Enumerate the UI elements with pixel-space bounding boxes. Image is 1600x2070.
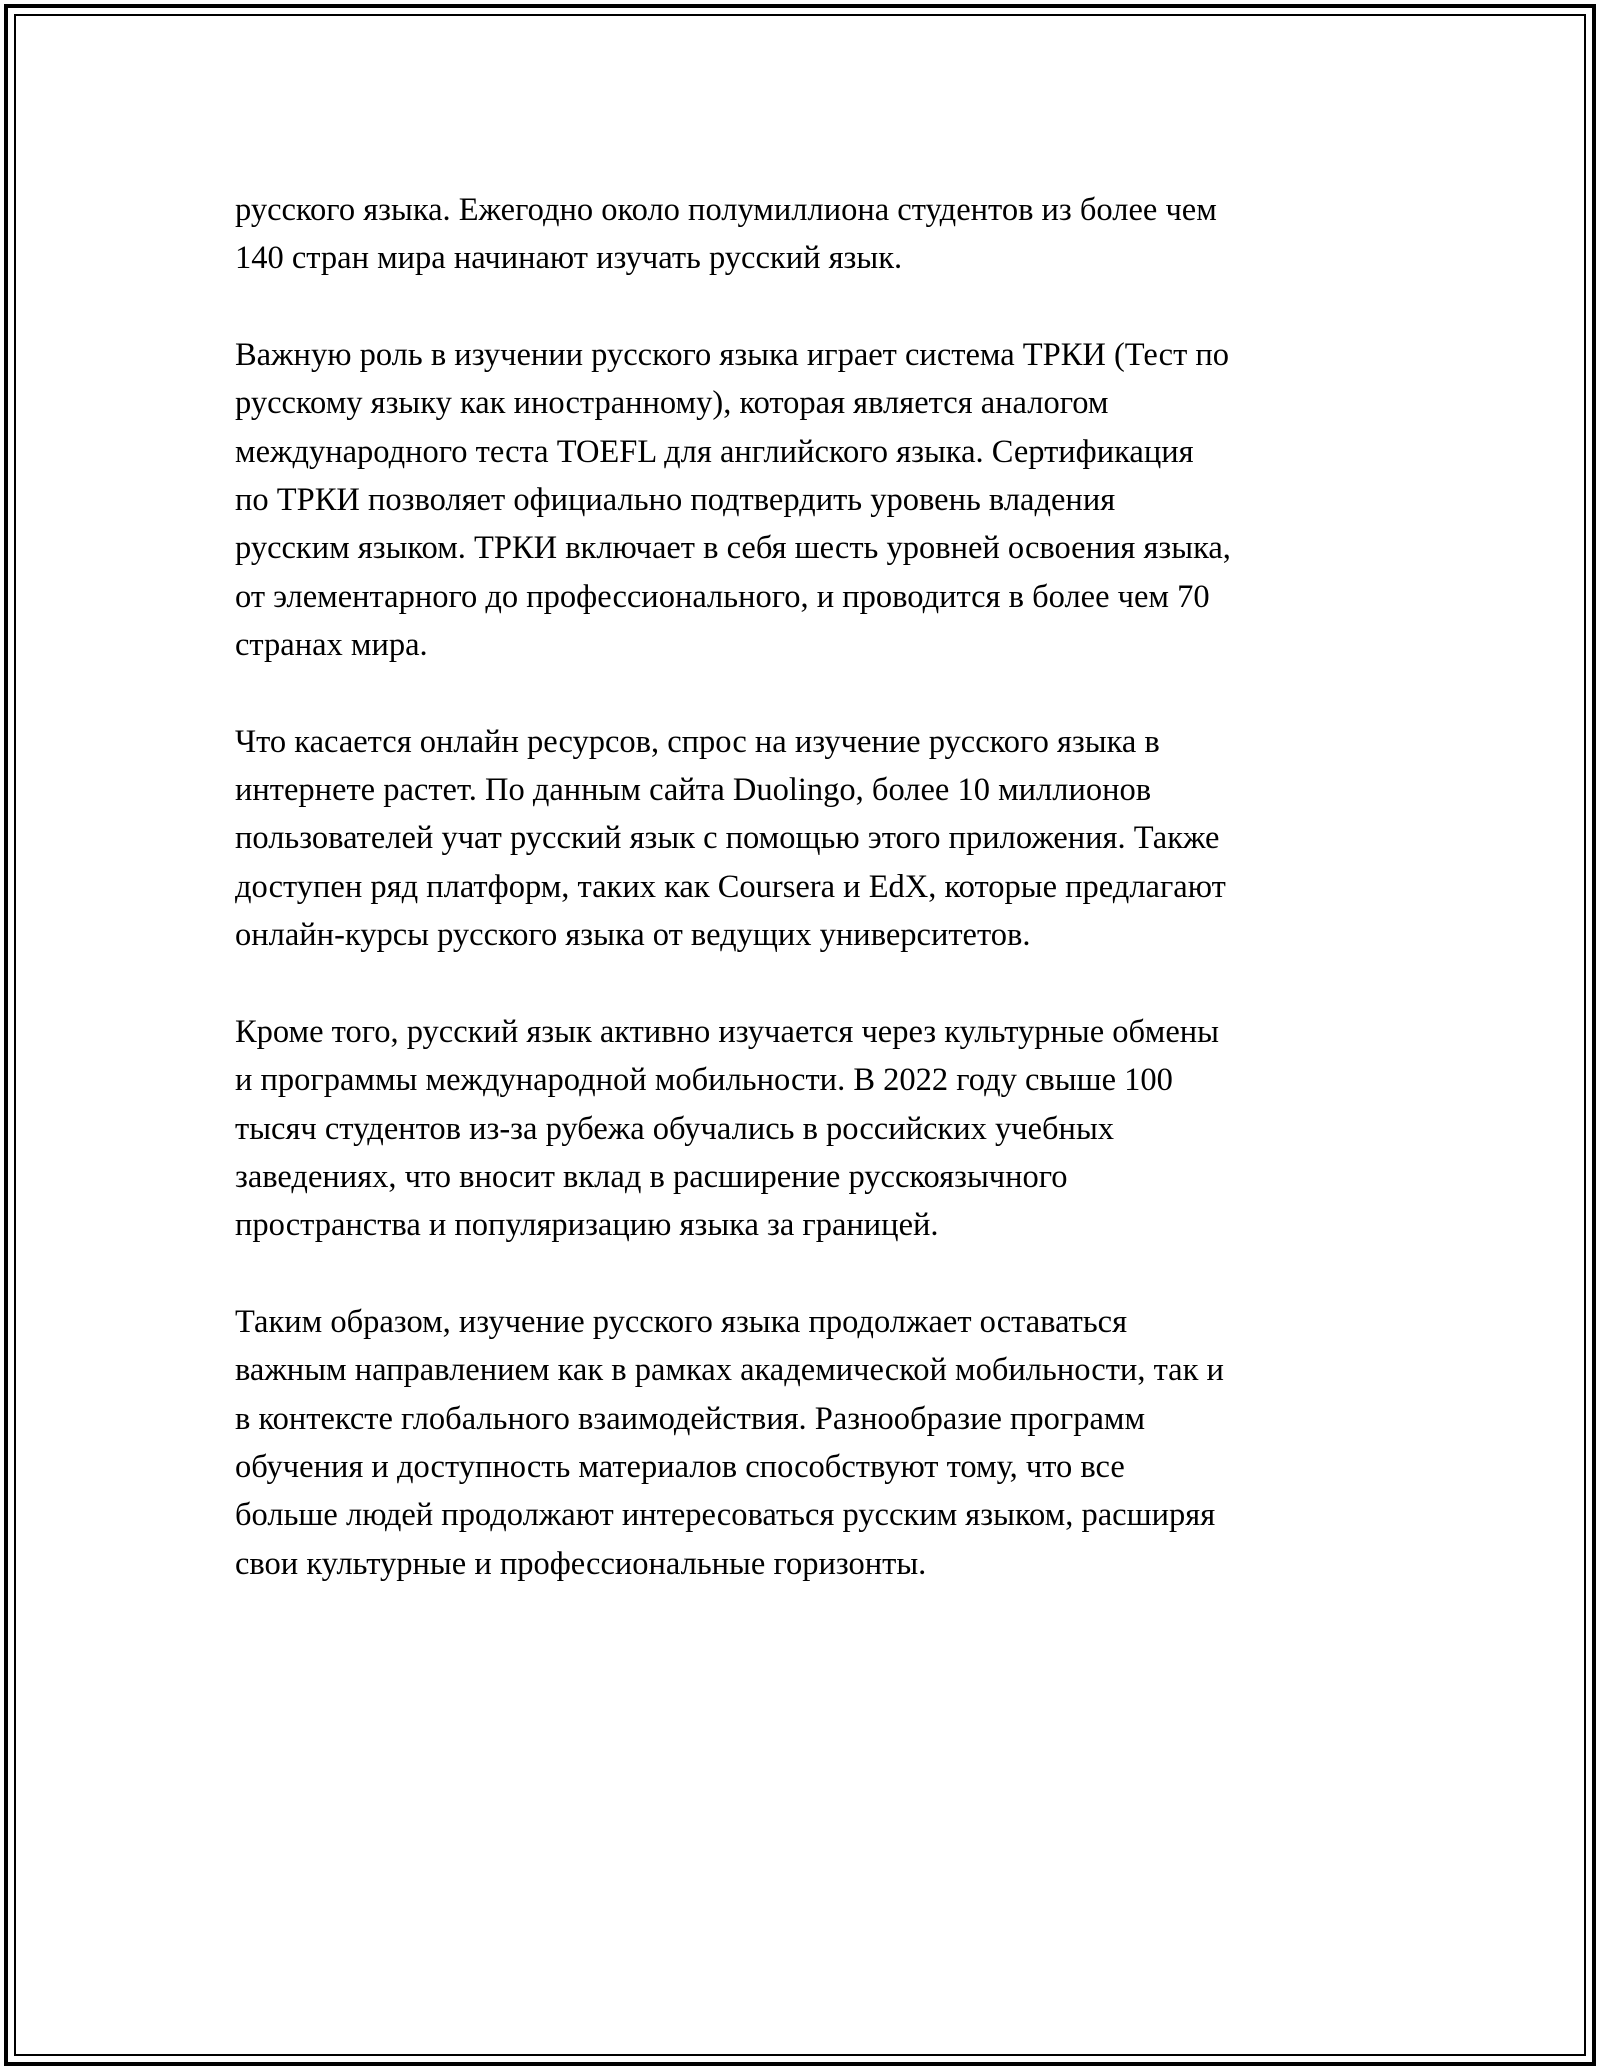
paragraph-5: Таким образом, изучение русского языка продолжает оставаться важным направлением как в рамках академической мобильности, так и в контексте глобального взаимодействия. Разнообразие программ обучения и доступность материалов способствуют тому, что все больше людей продолжают интересоваться русским языком, расширяя свои культурные и профессиональные горизонты. <box>235 1303 1224 1582</box>
paragraph-1: русского языка. Ежегодно около полумиллиона студентов из более чем 140 стран мира начинают изучать русский язык. <box>235 192 1217 277</box>
paragraph-3: Что касается онлайн ресурсов, спрос на изучение русского языка в интернете растет. По данным сайта Duolingo, более 10 миллионов пользователей учат русский язык с помощью этого приложения. Также доступен ряд платформ, таких как Coursera и EdX, которые предлагают онлайн-курсы русского языка от ведущих университетов. <box>235 723 1226 954</box>
document-body <box>235 186 1375 1636</box>
paragraph-2: Важную роль в изучении русского языка играет система ТРКИ (Тест по русскому языку как иностранному), которая является аналогом международного теста TOEFL для английского языка. Сертификация по ТРКИ позволяет официально подтвердить уровень владения русским языком. ТРКИ включает в себя шесть уровней освоения языка, от элементарного до профессионального, и проводится в более чем 70 странах мира. <box>235 336 1231 664</box>
paragraph-4: Кроме того, русский язык активно изучается через культурные обмены и программы международной мобильности. В 2022 году свыше 100 тысяч студентов из-за рубежа обучались в российских учебных заведениях, что вносит вклад в расширение русскоязычного пространства и популяризацию языка за границей. <box>235 1013 1219 1244</box>
